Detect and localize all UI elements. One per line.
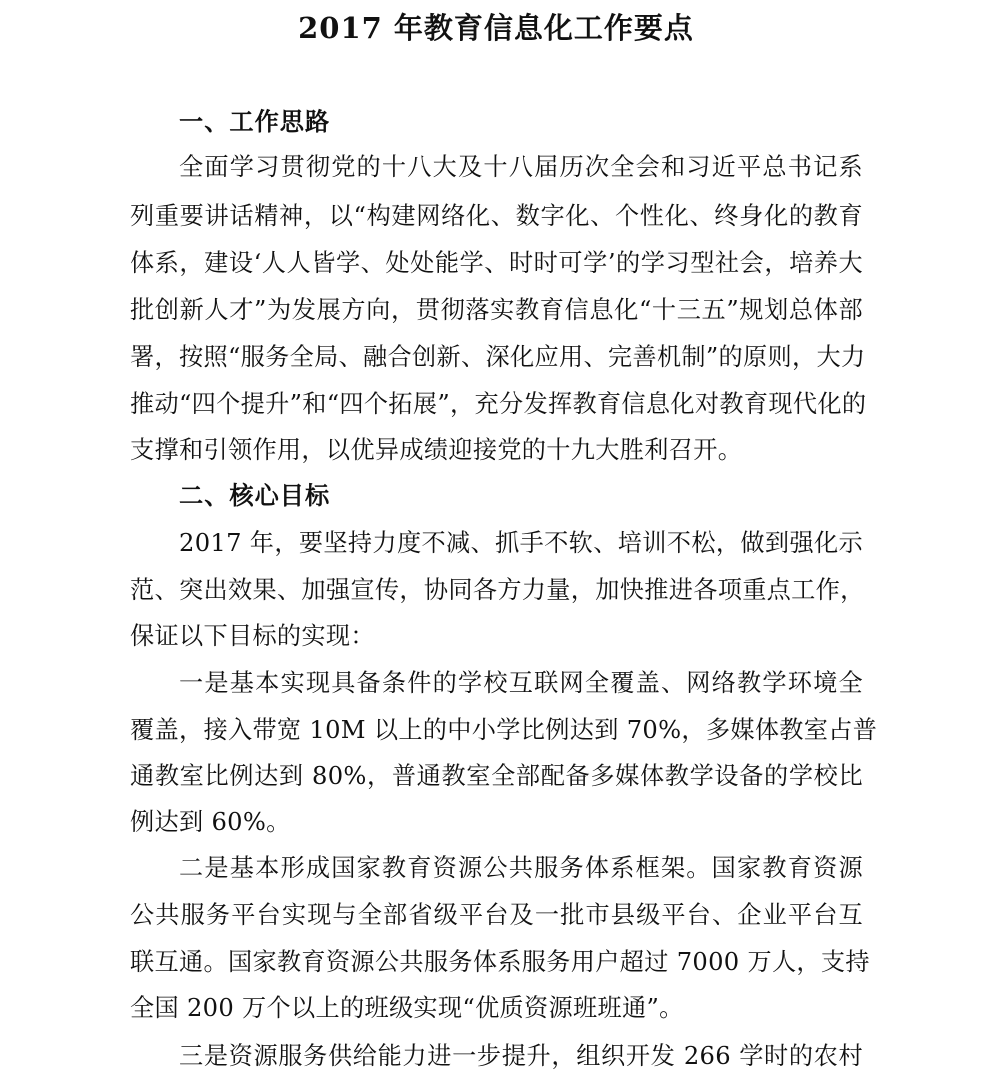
paragraph-line: 二是基本形成国家教育资源公共服务体系框架。国家教育资源 [179, 854, 863, 882]
paragraph-line: 通教室比例达到 80%，普通教室全部配备多媒体教学设备的学校比 [130, 762, 863, 790]
paragraph-line: 覆盖，接入带宽 10M 以上的中小学比例达到 70%，多媒体教室占普 [130, 716, 878, 744]
paragraph-line: 批创新人才”为发展方向，贯彻落实教育信息化“十三五”规划总体部 [130, 296, 863, 324]
paragraph-line: 2017 年，要坚持力度不减、抓手不软、培训不松，做到强化示 [179, 529, 863, 557]
section-heading-core-goals: 二、核心目标 [179, 481, 331, 510]
document-title: 2017 年教育信息化工作要点 [298, 11, 694, 45]
paragraph-line: 保证以下目标的实现： [130, 622, 375, 650]
paragraph-line: 体系，建设‘人人皆学、处处能学、时时可学’的学习型社会，培养大 [130, 249, 863, 277]
paragraph-line: 范、突出效果、加强宣传，协同各方力量，加快推进各项重点工作， [130, 576, 865, 604]
paragraph-line: 一是基本实现具备条件的学校互联网全覆盖、网络教学环境全 [179, 669, 863, 697]
section-heading-work-approach: 一、工作思路 [179, 107, 331, 136]
paragraph-line: 联互通。国家教育资源公共服务体系服务用户超过 7000 万人，支持 [130, 948, 870, 976]
paragraph-line: 三是资源服务供给能力进一步提升，组织开发 266 学时的农村 [179, 1042, 863, 1070]
paragraph-line: 列重要讲话精神，以“构建网络化、数字化、个性化、终身化的教育 [130, 202, 863, 230]
paragraph-line: 全面学习贯彻党的十八大及十八届历次全会和习近平总书记系 [179, 153, 863, 181]
paragraph-line: 全国 200 万个以上的班级实现“优质资源班班通”。 [130, 994, 684, 1022]
paragraph-line: 公共服务平台实现与全部省级平台及一批市县级平台、企业平台互 [130, 901, 863, 929]
paragraph-line: 支撑和引领作用，以优异成绩迎接党的十九大胜利召开。 [130, 436, 743, 464]
paragraph-line: 推动“四个提升”和“四个拓展”，充分发挥教育信息化对教育现代化的 [130, 390, 867, 418]
paragraph-line: 署，按照“服务全局、融合创新、深化应用、完善机制”的原则，大力 [130, 343, 866, 371]
paragraph-line: 例达到 60%。 [130, 808, 291, 836]
